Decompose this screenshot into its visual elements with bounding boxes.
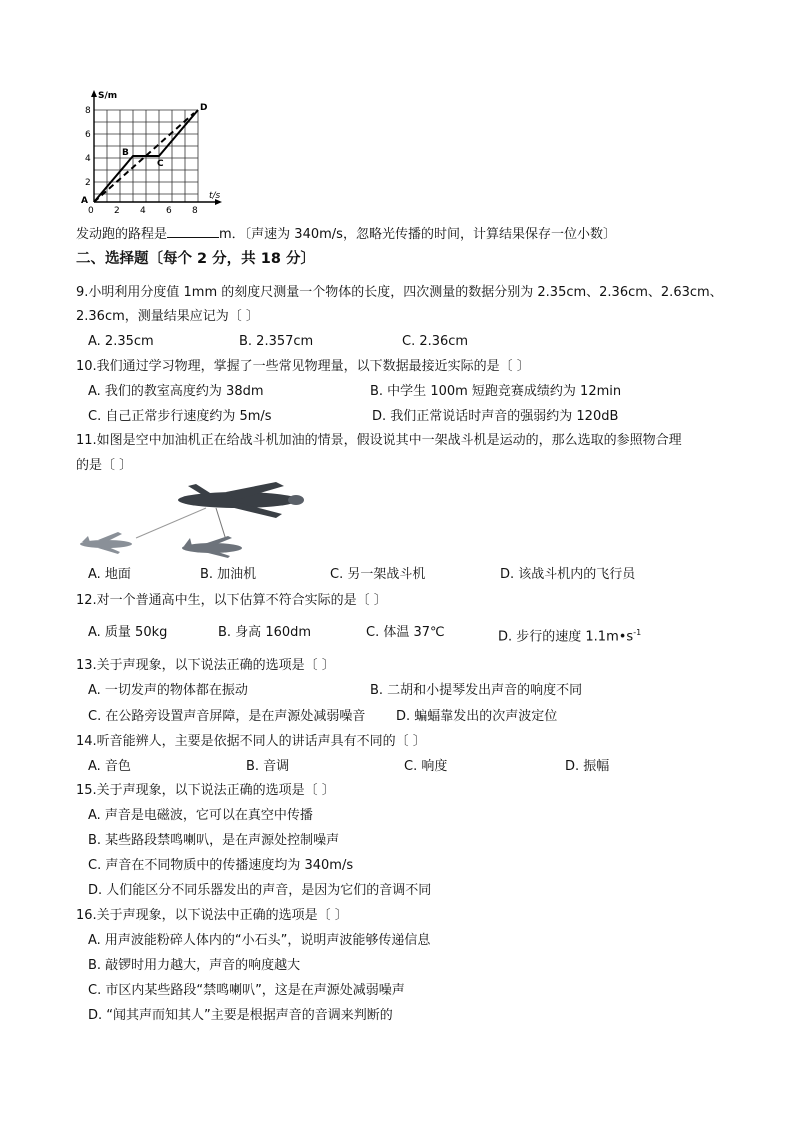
q14-stem: 14.听音能辨人，主要是依据不同人的讲话声具有不同的〔 〕 (76, 734, 426, 749)
q12-option-a[interactable]: A. 质量 50kg (88, 625, 168, 640)
fighter-jet-icon (182, 536, 242, 558)
y-axis-label: S/m (98, 91, 118, 101)
q12-option-d-superscript: -1 (633, 628, 642, 637)
point-label-c: C (157, 159, 164, 169)
fighter-jet-icon (80, 532, 132, 554)
y-tick-label: 8 (85, 106, 91, 116)
section-title: 二、选择题〔每个 2 分，共 18 分〕 (76, 251, 315, 267)
x-tick-label: 6 (166, 206, 172, 216)
y-tick-label: 2 (85, 178, 91, 188)
q15-stem: 15.关于声现象，以下说法正确的选项是〔 〕 (76, 783, 335, 798)
point-label-b: B (122, 148, 129, 158)
prev-question-text-after: m．〔声速为 340m/s，忽略光传播的时间，计算结果保存一位小数〕 (219, 227, 616, 242)
x-tick-label: 4 (140, 206, 146, 216)
q11-option-d[interactable]: D. 该战斗机内的飞行员 (500, 567, 636, 582)
point-label-a: A (81, 196, 88, 206)
y-axis-arrow-icon (91, 90, 97, 97)
q11-option-a[interactable]: A. 地面 (88, 567, 131, 582)
q12-option-d-text: D. 步行的速度 1.1m•s (498, 629, 634, 645)
q9-option-b[interactable]: B. 2.357cm (239, 334, 314, 349)
q9-stem-line1: 9.小明利用分度值 1mm 的刻度尺测量一个物体的长度，四次测量的数据分别为 2.35cm、2.36cm、2.63cm、 (76, 285, 723, 300)
q13-option-d[interactable]: D. 蝙蝠靠发出的次声波定位 (396, 709, 558, 724)
point-label-d: D (200, 103, 208, 113)
prev-question-text-before: 发动跑的路程是 (76, 227, 168, 242)
q16-stem: 16.关于声现象，以下说法中正确的选项是〔 〕 (76, 908, 348, 923)
q16-option-b[interactable]: B. 敲锣时用力越大，声音的响度越大 (88, 958, 301, 973)
q9-stem-line2: 2.36cm，测量结果应记为〔 〕 (76, 309, 259, 324)
prev-question-tail (76, 225, 616, 244)
q11-stem-line1: 11.如图是空中加油机正在给战斗机加油的情景，假设说其中一架战斗机是运动的，那么选取的参照物合理 (76, 433, 682, 448)
tanker-plane-icon (178, 482, 304, 518)
q14-option-a[interactable]: A. 音色 (88, 759, 131, 774)
answer-blank[interactable] (167, 225, 219, 238)
q10-option-d[interactable]: D. 我们正常说话时声音的强弱约为 120dB (372, 409, 619, 424)
q11-stem-line2: 的是〔 〕 (76, 458, 133, 473)
q16-option-d[interactable]: D. “闻其声而知其人”主要是根据声音的音调来判断的 (88, 1008, 393, 1023)
q10-stem: 10.我们通过学习物理，掌握了一些常见物理量，以下数据最接近实际的是〔 〕 (76, 359, 530, 374)
q14-option-d[interactable]: D. 振幅 (565, 759, 610, 774)
q12-option-d[interactable] (498, 624, 641, 646)
graph-dashed-line (94, 113, 194, 202)
q13-option-c[interactable]: C. 在公路旁设置声音屏障，是在声源处减弱噪音 (88, 709, 366, 724)
q16-option-c[interactable]: C. 市区内某些路段“禁鸣喇叭”，这是在声源处减弱噪声 (88, 983, 405, 998)
q14-option-c[interactable]: C. 响度 (404, 759, 448, 774)
x-tick-label: 0 (88, 206, 94, 216)
y-tick-label: 4 (85, 154, 91, 164)
y-tick-label: 6 (85, 130, 91, 140)
q11-option-c[interactable]: C. 另一架战斗机 (330, 567, 426, 582)
q12-option-c[interactable]: C. 体温 37℃ (366, 625, 445, 640)
q15-option-c[interactable]: C. 声音在不同物质中的传播速度均为 340m/s (88, 858, 354, 873)
q10-option-c[interactable]: C. 自己正常步行速度约为 5m/s (88, 409, 272, 424)
x-tick-label: 2 (114, 206, 120, 216)
q15-option-b[interactable]: B. 某些路段禁鸣喇叭，是在声源处控制噪声 (88, 833, 340, 848)
q10-option-b[interactable]: B. 中学生 100m 短跑竞赛成绩约为 12min (370, 384, 622, 399)
q15-option-d[interactable]: D. 人们能区分不同乐器发出的声音，是因为它们的音调不同 (88, 883, 432, 898)
q13-option-a[interactable]: A. 一切发声的物体都在振动 (88, 683, 248, 698)
q9-option-a[interactable]: A. 2.35cm (88, 334, 154, 349)
x-axis-label: t/s (209, 191, 221, 201)
refueling-aircraft-image (76, 478, 306, 560)
q9-option-c[interactable]: C. 2.36cm (402, 334, 469, 349)
distance-time-graph (76, 86, 226, 216)
q15-option-a[interactable]: A. 声音是电磁波，它可以在真空中传播 (88, 808, 313, 823)
q14-option-b[interactable]: B. 音调 (246, 759, 290, 774)
q11-option-b[interactable]: B. 加油机 (200, 567, 257, 582)
q13-option-b[interactable]: B. 二胡和小提琴发出声音的响度不同 (370, 683, 583, 698)
q10-option-a[interactable]: A. 我们的教室高度约为 38dm (88, 384, 264, 399)
q13-stem: 13.关于声现象，以下说法正确的选项是〔 〕 (76, 658, 335, 673)
x-tick-label: 8 (192, 206, 198, 216)
q12-option-b[interactable]: B. 身高 160dm (218, 625, 312, 640)
q12-stem: 12.对一个普通高中生，以下估算不符合实际的是〔 〕 (76, 593, 387, 608)
q16-option-a[interactable]: A. 用声波能粉碎人体内的“小石头”，说明声波能够传递信息 (88, 933, 431, 948)
